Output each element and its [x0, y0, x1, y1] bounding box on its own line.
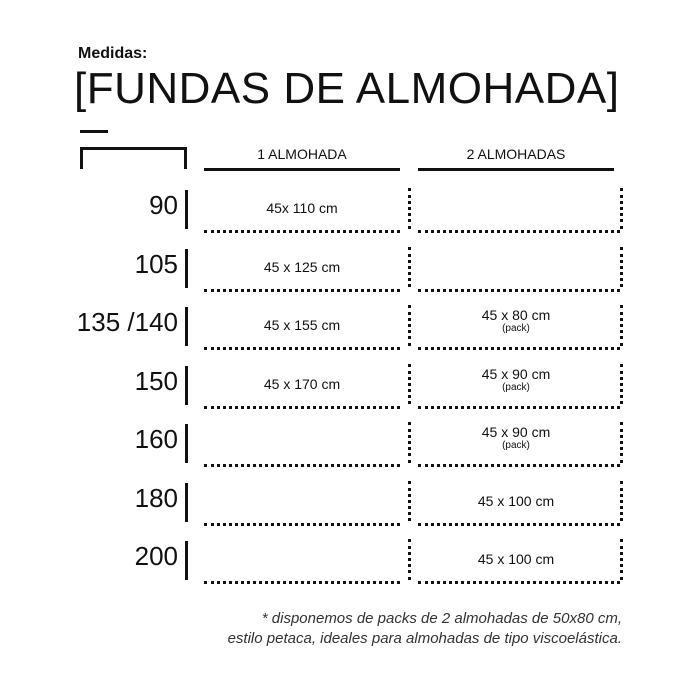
dotted-row-line-right: [418, 289, 620, 292]
size-label: 105: [134, 248, 178, 279]
cell-two-pillows: [418, 424, 614, 451]
dotted-row-line-left: [204, 464, 400, 467]
dotted-row-line-right: [418, 347, 620, 350]
pack-note: (pack): [502, 323, 530, 334]
size-divider-bar: [185, 307, 188, 346]
dotted-row-line-right: [418, 581, 620, 584]
cell-two-pillows-value: 45 x 90 cm: [481, 365, 551, 382]
cell-one-pillow-value: 45x 110 cm: [266, 200, 338, 216]
dotted-row-line-right: [418, 406, 620, 409]
dotted-divider-left: [408, 422, 411, 463]
cell-one-pillow-value: 45 x 170 cm: [263, 375, 341, 392]
dotted-divider-left: [408, 539, 411, 580]
cell-one-pillow-value: 45 x 155 cm: [263, 317, 341, 333]
cell-two-pillows: [418, 307, 614, 334]
dotted-row-line-left: [204, 581, 400, 584]
size-label: 150: [134, 365, 178, 396]
size-divider-bar: [185, 249, 188, 288]
title-underline-dash: [80, 130, 108, 133]
column-header-one-pillow: 1 ALMOHADA: [257, 146, 347, 162]
dotted-row-line-left: [204, 523, 400, 526]
size-divider-bar: [185, 541, 188, 580]
dotted-divider-right: [620, 481, 623, 522]
subtitle: Medidas:: [78, 45, 148, 62]
cell-two-pillows-value: 45 x 90 cm: [481, 424, 551, 440]
dotted-divider-left: [408, 364, 411, 405]
footnote-line-1: * disponemos de packs de 2 almohadas de 50x80 cm,: [261, 610, 622, 627]
dotted-divider-left: [408, 305, 411, 346]
dotted-divider-right: [620, 247, 623, 288]
cell-one-pillow: [204, 259, 400, 275]
dotted-divider-right: [620, 422, 623, 463]
column-header-one-pillow-line: [204, 168, 400, 171]
size-column-bracket: [80, 147, 187, 169]
cell-one-pillow: [204, 376, 400, 392]
dotted-divider-right: [620, 305, 623, 346]
cell-two-pillows: [418, 366, 614, 393]
dotted-row-line-left: [204, 289, 400, 292]
page-title: [FUNDAS DE ALMOHADA]: [74, 64, 620, 113]
cell-two-pillows: [418, 493, 614, 509]
dotted-row-line-left: [204, 230, 400, 233]
dotted-row-line-right: [418, 230, 620, 233]
size-divider-bar: [185, 190, 188, 229]
size-label: 180: [134, 482, 178, 513]
dotted-divider-left: [408, 481, 411, 522]
dotted-row-line-right: [418, 523, 620, 526]
dotted-divider-right: [620, 364, 623, 405]
size-divider-bar: [185, 366, 188, 405]
size-label: 160: [134, 424, 178, 454]
dotted-divider-left: [408, 247, 411, 288]
cell-one-pillow: [204, 200, 400, 216]
size-divider-bar: [185, 483, 188, 522]
cell-two-pillows: [418, 551, 614, 567]
size-divider-bar: [185, 424, 188, 463]
size-label: 200: [134, 541, 178, 571]
dotted-divider-right: [620, 539, 623, 580]
column-header-two-pillows-line: [418, 168, 614, 171]
footnote-line-2: estilo petaca, ideales para almohadas de tipo viscoelástica.: [227, 630, 622, 647]
pack-note: (pack): [502, 381, 530, 393]
dotted-row-line-left: [204, 406, 400, 409]
cell-one-pillow-value: 45 x 125 cm: [263, 258, 341, 275]
size-label: 135 /140: [76, 307, 178, 337]
cell-two-pillows-value: 45 x 100 cm: [477, 492, 555, 509]
cell-two-pillows-value: 45 x 100 cm: [477, 551, 555, 567]
column-header-two-pillows: 2 ALMOHADAS: [466, 146, 566, 162]
size-label: 90: [149, 190, 178, 220]
dotted-divider-left: [408, 188, 411, 229]
dotted-row-line-left: [204, 347, 400, 350]
dotted-row-line-right: [418, 464, 620, 467]
dotted-divider-right: [620, 188, 623, 229]
cell-two-pillows-value: 45 x 80 cm: [481, 307, 551, 323]
pack-note: (pack): [502, 440, 530, 451]
cell-one-pillow: [204, 317, 400, 333]
